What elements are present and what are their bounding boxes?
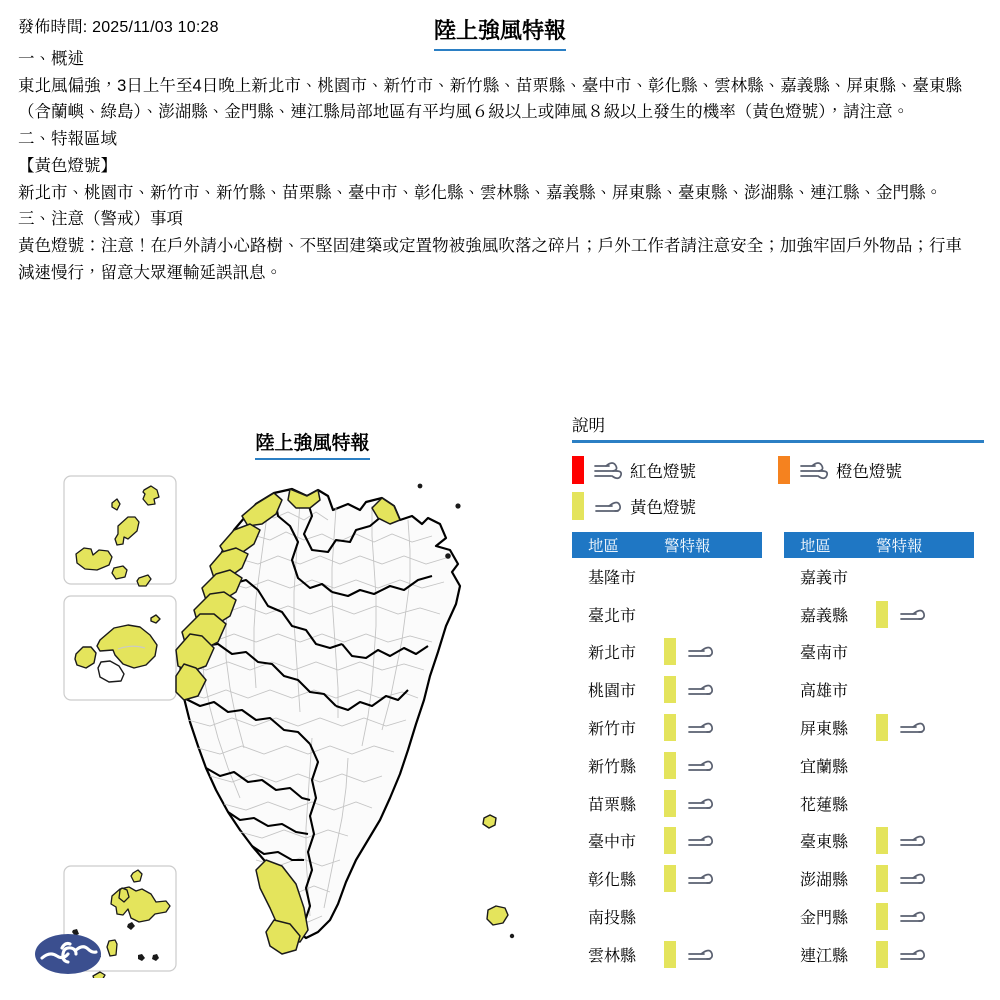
table-cell-warning bbox=[876, 558, 974, 596]
eastern-outlying-islands bbox=[483, 815, 514, 938]
table-cell-area: 臺北市 bbox=[588, 607, 637, 625]
table-cell-area: 臺中市 bbox=[588, 834, 637, 852]
legend-list bbox=[572, 452, 984, 524]
section-1-heading: 一、概述 bbox=[18, 50, 84, 68]
table-cell-area: 高雄市 bbox=[800, 683, 849, 701]
legend-item-orange bbox=[778, 452, 984, 488]
section-3-body: 黃色燈號：注意！在戶外請小心路樹、不堅固建築或定置物被強風吹落之碎片；戶外工作者請注意安全；加強牢固戶外物品；行車減速慢行，留意大眾運輸延誤訊息。 bbox=[18, 237, 962, 282]
cwa-wave-logo bbox=[32, 928, 104, 980]
legend-label-orange: 橙色燈號 bbox=[836, 462, 902, 481]
wind-mild-icon bbox=[898, 906, 929, 927]
table-row[interactable] bbox=[572, 558, 762, 596]
table-row[interactable] bbox=[784, 784, 974, 822]
wind-mild-icon bbox=[593, 495, 625, 517]
legend-label-yellow: 黃色燈號 bbox=[630, 498, 696, 517]
row-swatch-yellow bbox=[664, 676, 676, 703]
table-row[interactable] bbox=[784, 709, 974, 747]
table-cell-area: 臺南市 bbox=[800, 645, 849, 663]
table-cell-warning bbox=[664, 935, 762, 973]
table-cell-warning bbox=[876, 784, 974, 822]
wind-mild-icon bbox=[686, 679, 717, 700]
table-cell-area: 桃園市 bbox=[588, 683, 637, 701]
table-row[interactable] bbox=[572, 746, 762, 784]
table-cell-warning bbox=[876, 595, 974, 633]
table-cell-area: 彰化縣 bbox=[588, 872, 637, 890]
table-cell-warning bbox=[664, 709, 762, 747]
table-cell-area: 新北市 bbox=[588, 645, 637, 663]
table-cell-warning bbox=[876, 860, 974, 898]
table-row[interactable] bbox=[572, 898, 762, 936]
islet-dot-1 bbox=[510, 934, 514, 938]
table-cell-warning bbox=[876, 822, 974, 860]
table-cell-area: 屏東縣 bbox=[800, 721, 849, 739]
table-row[interactable] bbox=[572, 784, 762, 822]
row-swatch-yellow bbox=[664, 941, 676, 968]
table-row[interactable] bbox=[784, 822, 974, 860]
wind-mild-icon bbox=[898, 944, 929, 965]
table-body-right bbox=[784, 558, 974, 974]
table-cell-warning bbox=[664, 558, 762, 596]
table-cell-area: 宜蘭縣 bbox=[800, 758, 849, 776]
row-swatch-yellow bbox=[876, 714, 888, 741]
table-cell-warning bbox=[664, 746, 762, 784]
table-cell-warning bbox=[664, 860, 762, 898]
wind-mild-icon bbox=[898, 604, 929, 625]
legend-item-yellow bbox=[572, 488, 778, 524]
table-row[interactable] bbox=[572, 935, 762, 973]
table-cell-warning bbox=[876, 633, 974, 671]
table-cell-area: 新竹縣 bbox=[588, 758, 637, 776]
map-panel bbox=[60, 410, 565, 1000]
table-row[interactable] bbox=[572, 671, 762, 709]
legend-swatch-orange bbox=[778, 456, 790, 484]
header-warning-label: 警特報 bbox=[876, 537, 923, 555]
table-row[interactable] bbox=[572, 822, 762, 860]
section-3-heading: 三、注意（警戒）事項 bbox=[18, 210, 183, 229]
map-svg bbox=[60, 468, 565, 978]
wind-mild-icon bbox=[686, 755, 717, 776]
table-row[interactable] bbox=[572, 709, 762, 747]
table-cell-area: 嘉義縣 bbox=[800, 607, 849, 625]
legend-divider bbox=[572, 440, 984, 443]
table-cell-warning bbox=[876, 898, 974, 936]
table-cell-warning bbox=[876, 746, 974, 784]
row-swatch-yellow bbox=[664, 790, 676, 817]
table-cell-area: 基隆市 bbox=[588, 569, 637, 587]
table-cell-warning bbox=[876, 935, 974, 973]
table-row[interactable] bbox=[784, 898, 974, 936]
table-cell-warning bbox=[664, 784, 762, 822]
row-swatch-yellow bbox=[664, 865, 676, 892]
row-swatch-yellow bbox=[876, 601, 888, 628]
section-1-body: 東北風偏強，3日上午至4日晚上新北市、桃園市、新竹市、新竹縣、苗栗縣、臺中市、彰化縣、雲林縣、嘉義縣、屏東縣、臺東縣（含蘭嶼、綠島）、澎湖縣、金門縣、連江縣局部地區有平均風６級以上或陣風８級以上發生的機率（黃色燈號），請注意。 bbox=[18, 76, 962, 122]
row-swatch-yellow bbox=[876, 941, 888, 968]
island-orchid bbox=[487, 906, 508, 925]
table-row[interactable] bbox=[572, 633, 762, 671]
table-cell-area: 新竹市 bbox=[588, 721, 637, 739]
page-title-text: 陸上強風特報 bbox=[434, 14, 566, 51]
island-green bbox=[483, 815, 496, 828]
map-title-text: 陸上強風特報 bbox=[255, 428, 369, 460]
table-row[interactable] bbox=[784, 633, 974, 671]
warning-tables bbox=[572, 532, 984, 974]
table-row[interactable] bbox=[784, 558, 974, 596]
wind-mild-icon bbox=[898, 830, 929, 851]
legend-swatch-red bbox=[572, 456, 584, 484]
row-swatch-yellow bbox=[664, 827, 676, 854]
row-swatch-yellow bbox=[876, 903, 888, 930]
wind-mild-icon bbox=[686, 830, 717, 851]
row-swatch-yellow bbox=[664, 752, 676, 779]
table-row[interactable] bbox=[784, 935, 974, 973]
section-2-heading: 二、特報區域 bbox=[18, 130, 117, 149]
table-cell-warning bbox=[664, 671, 762, 709]
legend-and-table-panel bbox=[572, 412, 984, 973]
table-cell-area: 苗栗縣 bbox=[588, 796, 637, 814]
wind-mild-icon bbox=[686, 641, 717, 662]
table-cell-warning bbox=[664, 822, 762, 860]
table-cell-warning bbox=[876, 709, 974, 747]
bulletin-text bbox=[18, 46, 962, 286]
wind-mild-icon bbox=[898, 868, 929, 889]
table-cell-area: 南投縣 bbox=[588, 910, 637, 928]
table-cell-area: 花蓮縣 bbox=[800, 796, 849, 814]
table-cell-area: 連江縣 bbox=[800, 947, 849, 965]
table-cell-area: 澎湖縣 bbox=[800, 872, 849, 890]
table-row[interactable] bbox=[784, 746, 974, 784]
table-header-right bbox=[784, 532, 974, 558]
wind-mild-icon bbox=[898, 717, 929, 738]
table-cell-warning bbox=[664, 898, 762, 936]
row-swatch-yellow bbox=[664, 638, 676, 665]
table-cell-area: 金門縣 bbox=[800, 910, 849, 928]
legend-swatch-yellow bbox=[572, 492, 584, 520]
table-cell-warning bbox=[664, 633, 762, 671]
header-area-label: 地區 bbox=[588, 537, 620, 555]
table-cell-area: 臺東縣 bbox=[800, 834, 849, 852]
wind-mild-icon bbox=[686, 868, 717, 889]
header-warning-label: 警特報 bbox=[664, 537, 711, 555]
table-row[interactable] bbox=[784, 595, 974, 633]
section-2-level: 【黃色燈號】 bbox=[18, 156, 117, 175]
taiwan-warning-map[interactable] bbox=[60, 468, 565, 978]
map-title bbox=[60, 428, 565, 460]
table-cell-area: 嘉義市 bbox=[800, 569, 849, 587]
section-2-body: 新北市、桃園市、新竹市、新竹縣、苗栗縣、臺中市、彰化縣、雲林縣、嘉義縣、屏東縣、臺東縣、澎湖縣、連江縣、金門縣。 bbox=[18, 183, 942, 202]
warning-table-left bbox=[572, 532, 762, 974]
wind-mild-icon bbox=[686, 717, 717, 738]
table-header-left bbox=[572, 532, 762, 558]
wind-strong-icon bbox=[593, 459, 625, 481]
wind-strong-icon bbox=[799, 459, 831, 481]
legend-label-red: 紅色燈號 bbox=[630, 462, 696, 481]
table-row[interactable] bbox=[784, 671, 974, 709]
row-swatch-yellow bbox=[876, 865, 888, 892]
cwa-logo-svg bbox=[32, 928, 104, 980]
table-row[interactable] bbox=[572, 860, 762, 898]
row-swatch-yellow bbox=[664, 714, 676, 741]
legend-item-red bbox=[572, 452, 778, 488]
wind-mild-icon bbox=[686, 793, 717, 814]
taiwan-main-island bbox=[176, 484, 514, 954]
table-cell-area: 雲林縣 bbox=[588, 947, 637, 965]
legend-heading: 說明 bbox=[572, 417, 605, 435]
table-cell-warning bbox=[876, 671, 974, 709]
table-body-left bbox=[572, 558, 762, 974]
header-area-label: 地區 bbox=[800, 537, 832, 555]
wind-mild-icon bbox=[686, 944, 717, 965]
table-cell-warning bbox=[664, 595, 762, 633]
table-row[interactable] bbox=[784, 860, 974, 898]
row-swatch-yellow bbox=[876, 827, 888, 854]
table-row[interactable] bbox=[572, 595, 762, 633]
publish-time: 發佈時間: 2025/11/03 10:28 bbox=[18, 19, 219, 36]
warning-table-right bbox=[784, 532, 974, 974]
